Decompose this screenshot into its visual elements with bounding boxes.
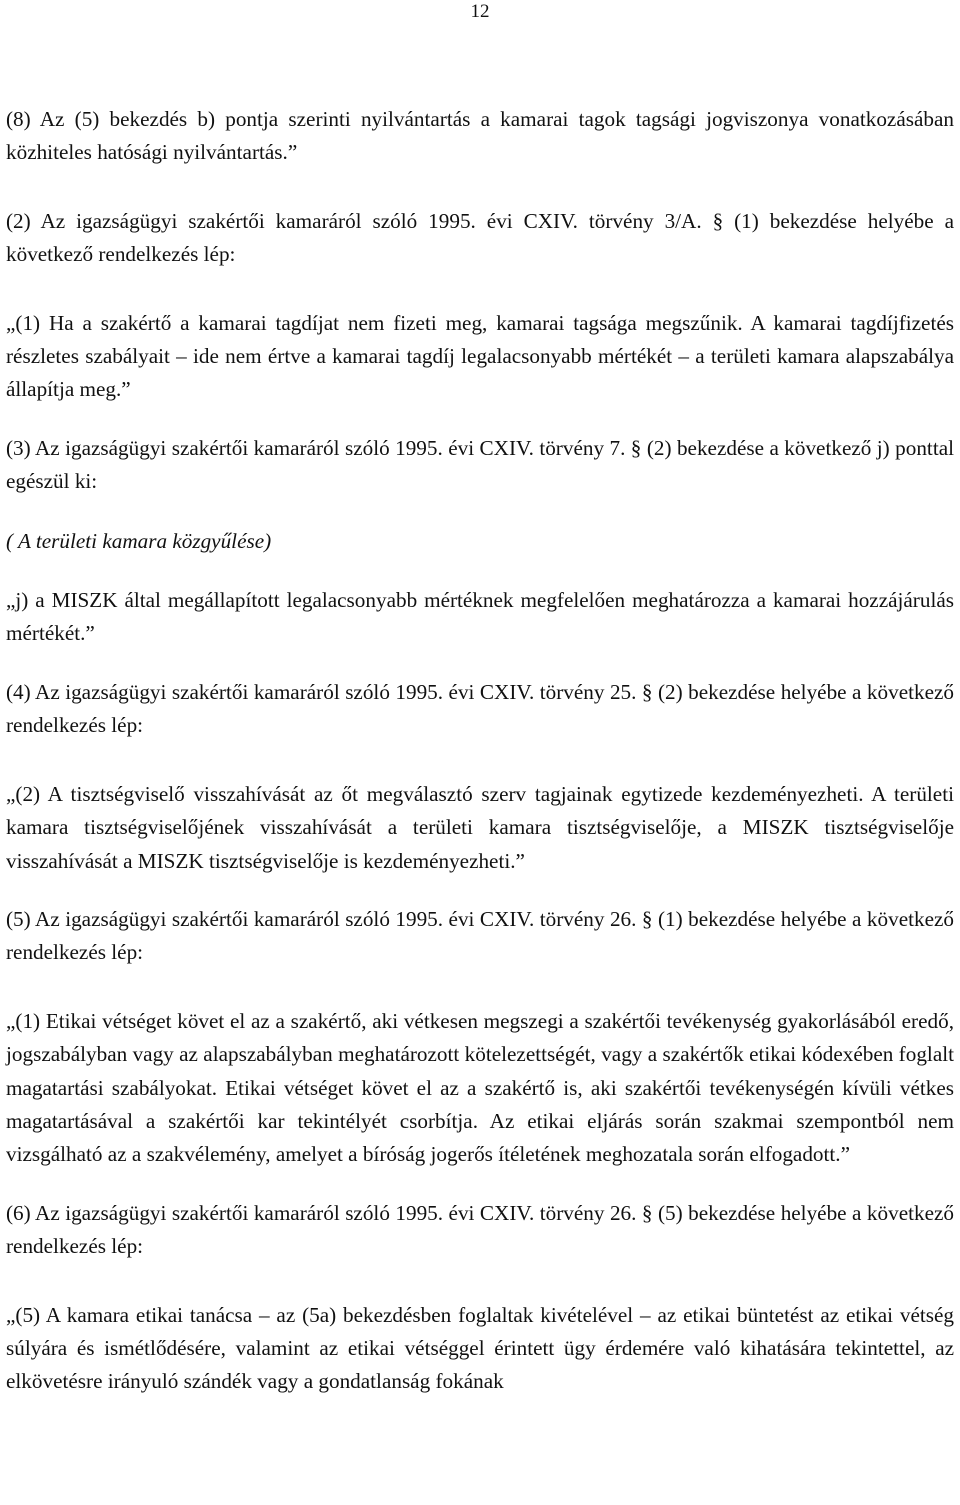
paragraph-amendment-3-intro: (3) Az igazságügyi szakértői kamaráról szóló 1995. évi CXIV. törvény 7. § (2) bekezdése a következő j) ponttal egészül ki: xyxy=(6,435,960,494)
paragraph-amendment-6-intro: (6) Az igazságügyi szakértői kamaráról szóló 1995. évi CXIV. törvény 26. § (5) bekezdése helyébe a következő rendelkezés lép: xyxy=(6,1200,960,1259)
paragraph-amendment-3-context: ( A területi kamara közgyűlése) xyxy=(6,528,272,553)
document-body xyxy=(6,103,960,1399)
paragraph-amendment-5-text: „(1) Etikai vétséget követ el az a szakértő, aki vétkesen megszegi a szakértői tevékenység gyakorlásából eredő, jogszabályban vagy az alapszabályban meghatározott kötelezettségét, vagy a szakértők etikai kódexében foglalt magatartási szabályokat. Etikai vétséget követ el az a szakértő is, aki szakértői tevékenységén kívüli vétkes magatartásával a szakértői kar tekintélyét csorbítja. Az etikai eljárás során szakmai szempontból nem vizsgálható az a szakvélemény, amelyet a bíróság jogerős ítéletének meghozatala során elfogadott.” xyxy=(6,1008,960,1167)
paragraph-amendment-2-text: „(1) Ha a szakértő a kamarai tagdíjat nem fizeti meg, kamarai tagsága megszűnik. A kamarai tagdíjfizetés részletes szabályait – ide nem értve a kamarai tagdíj legalacsonyabb mértékét – a területi kamara alapszabálya állapítja meg.” xyxy=(6,310,960,402)
paragraph-amendment-6-text: „(5) A kamara etikai tanácsa – az (5a) bekezdésben foglaltak kivételével – az etikai büntetést az etikai vétség súlyára és ismétlődésére, valamint az etikai vétséggel érintett ügy érdemére való kihatására tekintettel, az elkövetésre irányuló szándék vagy a gondatlanság fokának xyxy=(6,1302,960,1394)
paragraph-amendment-3-text: „j) a MISZK által megállapított legalacsonyabb mértéknek megfelelően meghatározza a kamarai hozzájárulás mértékét.” xyxy=(6,588,960,646)
paragraph-amendment-5-intro: (5) Az igazságügyi szakértői kamaráról szóló 1995. évi CXIV. törvény 26. § (1) bekezdése helyébe a következő rendelkezés lép: xyxy=(6,906,960,965)
paragraph-8-continuation: (8) Az (5) bekezdés b) pontja szerinti nyilvántartás a kamarai tagok tagsági jogviszonya vonatkozásában közhiteles hatósági nyilvántartás.” xyxy=(6,107,960,165)
page-number: 12 xyxy=(470,1,490,22)
paragraph-amendment-2-intro: (2) Az igazságügyi szakértői kamaráról szóló 1995. évi CXIV. törvény 3/A. § (1) bekezdése helyébe a következő rendelkezés lép: xyxy=(6,208,960,267)
paragraph-amendment-4-intro: (4) Az igazságügyi szakértői kamaráról szóló 1995. évi CXIV. törvény 25. § (2) bekezdése helyébe a következő rendelkezés lép: xyxy=(6,679,960,738)
paragraph-amendment-4-text: „(2) A tisztségviselő visszahívását az őt megválasztó szerv tagjainak egytizede kezdeményezheti. A területi kamara tisztségviselőjének visszahívását a területi kamara tisztségviselője, a MISZK tisztségviselője visszahívását a MISZK tisztségviselője is kezdeményezheti.” xyxy=(6,781,960,873)
